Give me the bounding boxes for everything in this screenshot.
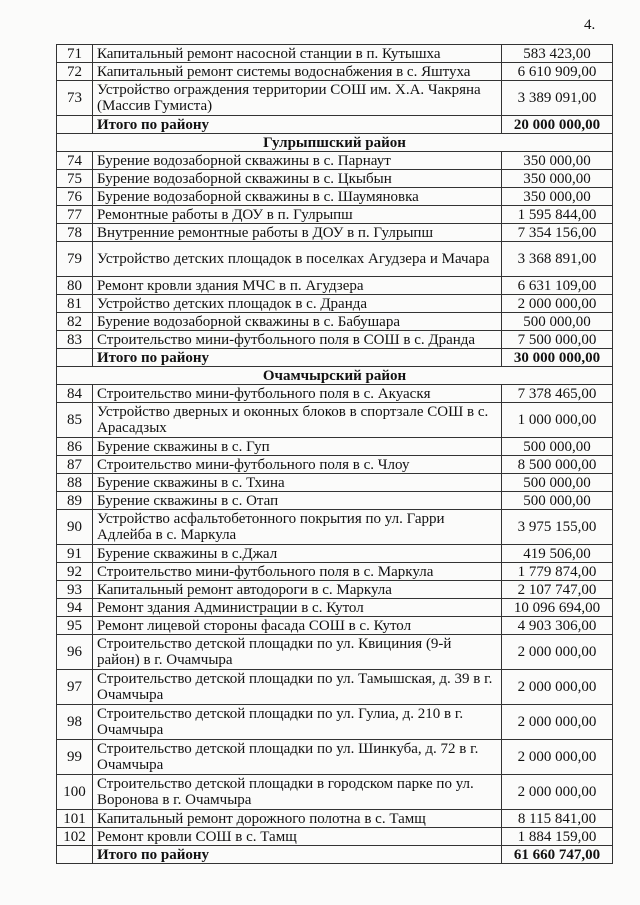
table-row xyxy=(57,438,613,456)
row-amount: 7 354 156,00 xyxy=(502,224,613,242)
table-row xyxy=(57,385,613,403)
district-name: Очамчырский район xyxy=(57,367,613,385)
table-row xyxy=(57,45,613,63)
table-row xyxy=(57,474,613,492)
row-number: 101 xyxy=(57,810,93,828)
row-amount: 3 389 091,00 xyxy=(502,81,613,116)
empty-cell xyxy=(57,349,93,367)
row-number: 95 xyxy=(57,617,93,635)
row-amount: 8 500 000,00 xyxy=(502,456,613,474)
row-amount: 2 000 000,00 xyxy=(502,775,613,810)
page-number: 4. xyxy=(584,17,596,33)
row-amount: 2 000 000,00 xyxy=(502,635,613,670)
row-description: Капитальный ремонт автодороги в с. Маркула xyxy=(93,581,502,599)
budget-table-body xyxy=(57,45,613,864)
row-description: Бурение скважины в с. Тхина xyxy=(93,474,502,492)
budget-table xyxy=(56,44,613,864)
row-description: Бурение скважины в с. Отап xyxy=(93,492,502,510)
total-amount: 30 000 000,00 xyxy=(502,349,613,367)
row-description: Капитальный ремонт системы водоснабжения в с. Яштуха xyxy=(93,63,502,81)
total-label: Итого по району xyxy=(93,846,502,864)
table-row xyxy=(57,810,613,828)
table-row xyxy=(57,331,613,349)
table-row xyxy=(57,456,613,474)
row-description: Капитальный ремонт насосной станции в п. Кутышха xyxy=(93,45,502,63)
row-amount: 2 000 000,00 xyxy=(502,740,613,775)
row-number: 94 xyxy=(57,599,93,617)
row-number: 87 xyxy=(57,456,93,474)
row-description: Строительство детской площадки по ул. Шинкуба, д. 72 в г. Очамчыра xyxy=(93,740,502,775)
row-amount: 350 000,00 xyxy=(502,152,613,170)
district-total-row xyxy=(57,349,613,367)
table-row xyxy=(57,510,613,545)
row-description: Строительство детской площадки по ул. Квициния (9-й район) в г. Очамчыра xyxy=(93,635,502,670)
row-amount: 419 506,00 xyxy=(502,545,613,563)
empty-cell xyxy=(57,846,93,864)
row-number: 90 xyxy=(57,510,93,545)
table-row xyxy=(57,635,613,670)
table-row xyxy=(57,563,613,581)
table-row xyxy=(57,740,613,775)
row-description: Строительство мини-футбольного поля в с. Маркула xyxy=(93,563,502,581)
table-row xyxy=(57,403,613,438)
row-number: 77 xyxy=(57,206,93,224)
row-amount: 3 975 155,00 xyxy=(502,510,613,545)
table-row xyxy=(57,705,613,740)
row-amount: 2 000 000,00 xyxy=(502,295,613,313)
row-amount: 2 107 747,00 xyxy=(502,581,613,599)
table-row xyxy=(57,242,613,277)
row-number: 72 xyxy=(57,63,93,81)
table-row xyxy=(57,224,613,242)
row-number: 93 xyxy=(57,581,93,599)
row-amount: 7 378 465,00 xyxy=(502,385,613,403)
table-row xyxy=(57,617,613,635)
row-amount: 10 096 694,00 xyxy=(502,599,613,617)
table-row xyxy=(57,295,613,313)
row-number: 96 xyxy=(57,635,93,670)
total-amount: 20 000 000,00 xyxy=(502,116,613,134)
row-amount: 583 423,00 xyxy=(502,45,613,63)
row-number: 73 xyxy=(57,81,93,116)
row-amount: 1 779 874,00 xyxy=(502,563,613,581)
district-header-row xyxy=(57,367,613,385)
row-number: 81 xyxy=(57,295,93,313)
row-number: 82 xyxy=(57,313,93,331)
row-description: Бурение скважины в с.Джал xyxy=(93,545,502,563)
table-row xyxy=(57,81,613,116)
empty-cell xyxy=(57,116,93,134)
row-amount: 4 903 306,00 xyxy=(502,617,613,635)
row-amount: 500 000,00 xyxy=(502,438,613,456)
row-number: 79 xyxy=(57,242,93,277)
row-amount: 500 000,00 xyxy=(502,474,613,492)
row-description: Строительство мини-футбольного поля в с. Члоу xyxy=(93,456,502,474)
row-number: 74 xyxy=(57,152,93,170)
row-number: 75 xyxy=(57,170,93,188)
row-description: Устройство дверных и оконных блоков в спортзале СОШ в с. Арасадзых xyxy=(93,403,502,438)
district-total-row xyxy=(57,116,613,134)
row-number: 92 xyxy=(57,563,93,581)
row-number: 76 xyxy=(57,188,93,206)
row-amount: 1 884 159,00 xyxy=(502,828,613,846)
table-row xyxy=(57,63,613,81)
row-number: 100 xyxy=(57,775,93,810)
row-description: Бурение водозаборной скважины в с. Бабушара xyxy=(93,313,502,331)
row-description: Строительство мини-футбольного поля в СОШ в с. Дранда xyxy=(93,331,502,349)
row-number: 89 xyxy=(57,492,93,510)
table-row xyxy=(57,492,613,510)
row-amount: 6 631 109,00 xyxy=(502,277,613,295)
total-amount: 61 660 747,00 xyxy=(502,846,613,864)
row-description: Устройство асфальтобетонного покрытия по ул. Гарри Адлейба в с. Маркула xyxy=(93,510,502,545)
row-number: 98 xyxy=(57,705,93,740)
row-number: 99 xyxy=(57,740,93,775)
table-row xyxy=(57,188,613,206)
district-total-row xyxy=(57,846,613,864)
table-row xyxy=(57,313,613,331)
table-row xyxy=(57,277,613,295)
row-number: 91 xyxy=(57,545,93,563)
table-row xyxy=(57,599,613,617)
table-row xyxy=(57,545,613,563)
row-description: Бурение водозаборной скважины в с. Шаумяновка xyxy=(93,188,502,206)
row-number: 84 xyxy=(57,385,93,403)
table-row xyxy=(57,670,613,705)
row-description: Ремонт здания Администрации в с. Кутол xyxy=(93,599,502,617)
row-amount: 2 000 000,00 xyxy=(502,705,613,740)
row-description: Строительство детской площадки по ул. Гулиа, д. 210 в г. Очамчыра xyxy=(93,705,502,740)
row-number: 83 xyxy=(57,331,93,349)
row-description: Бурение водозаборной скважины в с. Цкыбын xyxy=(93,170,502,188)
row-description: Бурение скважины в с. Гуп xyxy=(93,438,502,456)
total-label: Итого по району xyxy=(93,116,502,134)
row-amount: 350 000,00 xyxy=(502,188,613,206)
row-description: Устройство детских площадок в с. Дранда xyxy=(93,295,502,313)
row-description: Устройство детских площадок в поселках Агудзера и Мачара xyxy=(93,242,502,277)
total-label: Итого по району xyxy=(93,349,502,367)
row-amount: 8 115 841,00 xyxy=(502,810,613,828)
row-description: Устройство ограждения территории СОШ им. Х.А. Чакряна (Массив Гумиста) xyxy=(93,81,502,116)
row-number: 88 xyxy=(57,474,93,492)
row-amount: 500 000,00 xyxy=(502,313,613,331)
table-row xyxy=(57,828,613,846)
district-name: Гулрыпшский район xyxy=(57,134,613,152)
row-number: 102 xyxy=(57,828,93,846)
table-row xyxy=(57,170,613,188)
row-description: Ремонт кровли здания МЧС в п. Агудзера xyxy=(93,277,502,295)
table-row xyxy=(57,152,613,170)
table-row xyxy=(57,775,613,810)
table-row xyxy=(57,206,613,224)
row-amount: 1 595 844,00 xyxy=(502,206,613,224)
row-description: Строительство мини-футбольного поля в с. Акуаскя xyxy=(93,385,502,403)
row-amount: 6 610 909,00 xyxy=(502,63,613,81)
row-number: 78 xyxy=(57,224,93,242)
row-description: Внутренние ремонтные работы в ДОУ в п. Гулрыпш xyxy=(93,224,502,242)
row-number: 86 xyxy=(57,438,93,456)
row-amount: 3 368 891,00 xyxy=(502,242,613,277)
row-amount: 500 000,00 xyxy=(502,492,613,510)
row-amount: 7 500 000,00 xyxy=(502,331,613,349)
row-description: Капитальный ремонт дорожного полотна в с. Тамщ xyxy=(93,810,502,828)
table-row xyxy=(57,581,613,599)
row-amount: 2 000 000,00 xyxy=(502,670,613,705)
row-amount: 1 000 000,00 xyxy=(502,403,613,438)
row-number: 80 xyxy=(57,277,93,295)
row-description: Строительство детской площадки в городском парке по ул. Воронова в г. Очамчыра xyxy=(93,775,502,810)
row-description: Ремонтные работы в ДОУ в п. Гулрыпш xyxy=(93,206,502,224)
row-description: Бурение водозаборной скважины в с. Парнаут xyxy=(93,152,502,170)
row-number: 71 xyxy=(57,45,93,63)
row-amount: 350 000,00 xyxy=(502,170,613,188)
district-header-row xyxy=(57,134,613,152)
row-number: 85 xyxy=(57,403,93,438)
row-number: 97 xyxy=(57,670,93,705)
row-description: Ремонт кровли СОШ в с. Тамщ xyxy=(93,828,502,846)
row-description: Строительство детской площадки по ул. Тамышская, д. 39 в г. Очамчыра xyxy=(93,670,502,705)
row-description: Ремонт лицевой стороны фасада СОШ в с. Кутол xyxy=(93,617,502,635)
